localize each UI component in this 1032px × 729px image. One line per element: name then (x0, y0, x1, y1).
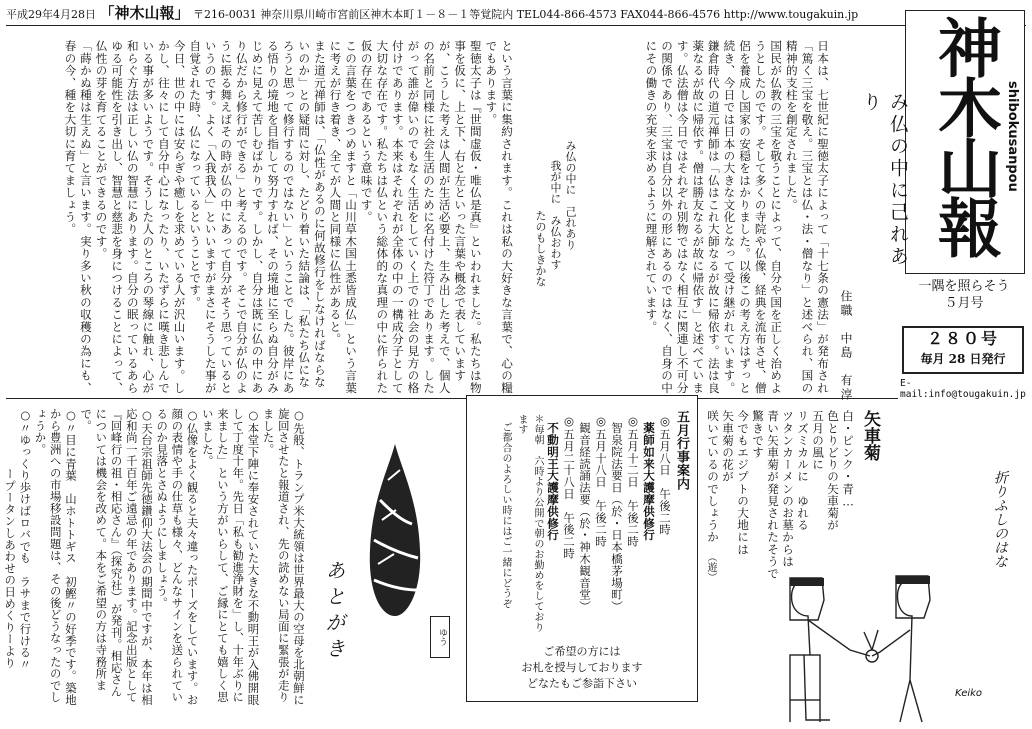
schedule-item: ◎五月二十八日 午後二時 (562, 414, 576, 560)
postscript-paragraph: ○天台宗祖師先徳鑽仰大法会の期間中ですが、本年は相応和尚一千百年ご遠忌の年であります。記念出版として『回峰行の祖・相応さん』（探究社）が発刊。相応さんについては機会を改めて。本をご希望の方は寺務所まで。 (79, 408, 154, 706)
schedule-item: ◎五月八日 午後二時 (658, 414, 672, 536)
footer-line: どなたもご参詣下さい (527, 677, 637, 690)
schedule-item: ◎五月十二日 午後二時 (626, 414, 640, 548)
contact-address: 〒216-0031 神奈川県川崎市宮前区神木本町１－８－１等覚院内 TEL044-866-4573 FAX044-866-4576 http://www.tougakuin.jp (193, 8, 859, 21)
poem-line: リズミカルに ゆれる (796, 410, 810, 531)
postscript-paragraph: ○仏像をよく観ると夫々違ったポーズをしています。お顔の表情や手の仕草も様々、どんなサインを送られているのか見落とさぬようにしましょう。 (155, 408, 200, 706)
postscript-paragraph: ープータンしあわせの日めくりーより (3, 468, 18, 669)
poem (518, 120, 578, 365)
masthead-romanization: shibokusanpou (1005, 81, 1020, 192)
poem-line: み仏の中に 己れあり (564, 140, 577, 250)
paragraph: 「蒔かぬ種は生えぬ」と言います。実り多い秋の収穫の為にも、春の今、種を大切に育てましょう。 (63, 40, 93, 394)
schedule-note: ご都合のよろしい時にはご一緒にどうぞ (500, 422, 511, 610)
article-headline: み仏の中に己れあり (860, 92, 909, 268)
event-schedule-box (466, 395, 698, 702)
artist-seal: ゆう (430, 616, 450, 658)
schedule-item: 薬師如来大護摩供修行 (642, 422, 656, 541)
issue-date: 平成29年4月28日 (6, 8, 96, 21)
month-label: ５月号 (944, 296, 984, 311)
postscript-paragraph: ○先般、トランプ米大統領は世界最大の空母を北朝鮮に旋回させたと報道され、先の読めない局面に緊張が走りました。 (261, 408, 306, 706)
postscript-body (3, 408, 306, 708)
poem-line: 青い矢車菊が発見されたそうで (766, 410, 780, 580)
poem-line: 咲いているのでしょうか (706, 410, 720, 544)
article-body-part-b (6, 40, 514, 397)
header-line (6, 3, 1026, 26)
postscript-paragraph: ○本堂下陣に奉安されていた大きな不動明王が入佛開眼して丁度十年。先日「私も勧進浄財を」し、十年ぶりに来ました」という方がいらして、ご縁にとても嬉しく思いました。 (200, 408, 261, 706)
schedule-title: 五月行事案内 (674, 410, 689, 491)
flower-title: 矢車菊 (860, 410, 880, 461)
motto (902, 278, 1026, 312)
paragraph: 今日、世の中には安らぎや癒しを求めている人が沢山います。しかし、往々にして自分中心になったり、いたずらに嘆き悲しんでいる事が多いようです。そうした人のところの琴線に触れ、心が和らぐ方法は正しい仏の智慧にあります。自分の眠っているあらゆる可能性を引き出し、智慧と慈悲を身につけることによって、仏性の芽を育てることができるのです。 (94, 40, 187, 394)
poem-line: 我が中に み仏おわす (549, 160, 562, 270)
paragraph: 聖徳太子は『世間虚仮・唯仏是真』といわれました。私たちは物事を仮に、上と下、右と左といった言葉や概念で表していますが、こうした考えは人間が生活必要上、生み出した考えで、個人の名前と同様に社会生活のために名付けた符丁であります。したがって誰が偉いのでもなく生活をしていく上での社会の見方の格付けであります。本来はそれぞれが全体の中の一構成分子として大切な存在です。私たちは仏という総体的な真理の中に作られた仮の存在であるという意味です。 (359, 40, 483, 394)
motto-line: 一隅を照らそう (918, 279, 1010, 294)
publish-schedule: 毎月 28 日発行 (920, 352, 1006, 366)
paragraph: 日本は、七世紀に聖徳太子によって「十七条の憲法」が発布され「篤く三宝を敬え。三宝とは仏・法・僧なり」と述べられ、国の精神的支柱を創定されました。 (784, 40, 830, 394)
footer-line: ご希望の方には (543, 645, 621, 658)
section-divider (6, 398, 898, 400)
illustrator-signature: Keiko (955, 688, 983, 699)
article-author: 住職 中島 有淳 (839, 290, 853, 402)
schedule-item: 智泉院法要日（於・日本橋茅場町） (610, 422, 624, 613)
schedule-item: ◎五月十八日 午後二時 (594, 414, 608, 548)
poem-line: ツタンカーメンのお墓からは (781, 410, 795, 568)
paragraph: 鎌倉時代の道元禅師は「仏はこれ大師なるが故に帰依す。法は良薬なるが故に帰依す。僧は勝友なるが故に帰依す」と述べています。仏法僧は今日ではそれぞれ別物ではなく相互に関連し不可分の関係であり、三宝は自分以外の形にあるのではなく、自身の中にその働きの充実を求めるように理解されています。 (644, 40, 721, 394)
poem-line: 五月の風に (811, 410, 825, 471)
issue-box (902, 326, 1024, 374)
paragraph: という言葉に集約されます。これは私の大好きな言葉で、心の糧でもあります。 (484, 40, 514, 394)
schedule-footer (467, 644, 697, 692)
poem-line: 色とりどりの矢車菊が (826, 410, 840, 531)
issue-number: ２８０号 (926, 329, 999, 348)
paragraph: また道元禅師は、「仏性があるのに何故修行をしなければならないのか」との疑問に対し、たどり着いた結論は、「私たち仏になろうと思って修行するのではない」ということでした。彼岸にある悟りの境地を目指して努力すれば、その境地に至らぬ自分がみじめに見えて苦しむばかりです。しかし、自分は既に仏の中にあり仏だから修行ができる」と考えるのです。そこで自分が仏のように振る舞えばその時が仏の中にあって自分がそう思っているというのです。よく「入我我入」といいますがまさにそうした事が自覚された時、仏になっているということです。 (188, 40, 327, 394)
poem-line: たのもしきかな (534, 210, 547, 287)
schedule-list (475, 406, 689, 636)
footer-line: お札を授与しております (521, 661, 643, 674)
bamboo-shoot-illustration (360, 440, 430, 620)
schedule-item: 観音経読誦法要（於・神木観音堂） (578, 422, 592, 613)
postscript-paragraph: ○〃目に青葉 山ホトトギス 初鰹〃の好季です。築地から豊洲への市場移設問題は、その後どうなったのでしょうか。 (33, 408, 78, 706)
masthead (905, 10, 1025, 274)
article-body-part-a (548, 40, 830, 397)
paper-name: 「神木山報」 (99, 4, 190, 22)
masthead-title: 神木山報 (927, 15, 1002, 255)
flower-poem-signature: （遊） (705, 552, 716, 582)
email-address: E-mail:info@tougakuin.jp (900, 378, 1026, 400)
paragraph: この言葉をつきつめますと「山川草木国土悉皆成仏」という言葉に考えが行き着き、全てが人間と同様に仏性があると。 (328, 40, 359, 394)
postscript-label: あとがき (322, 560, 346, 664)
postscript-paragraph: ○〃ゆっくり歩けばロバでも ラサまで行ける〃 (18, 408, 33, 671)
egyptian-figure-illustration (760, 560, 960, 725)
schedule-note: ＊毎朝 六時より公開で朝のお勤めをしております (516, 414, 543, 633)
schedule-item: 不動明王大護摩供修行 (546, 422, 560, 541)
poem-line: 驚きです (751, 410, 765, 459)
column-title-seasonal-flower: 折りふしのはな (992, 470, 1008, 568)
poem-line: 今でもエジプトの大地には (736, 410, 750, 556)
paragraph: 国民が仏教の三宝を敬うことによって、自分や国を正しく治めようとしたのです。そして多くの寺院や仏像、経典を流布させ、僧侶を養成し国家の安穏をはかりました。以後この考え方はずっと続き、今日では日本の大きな文化となって受け継がれています。 (722, 40, 784, 394)
poem-line: 矢車菊の花が (721, 410, 735, 483)
poem-line: 白・ピンク・青… (841, 410, 855, 510)
